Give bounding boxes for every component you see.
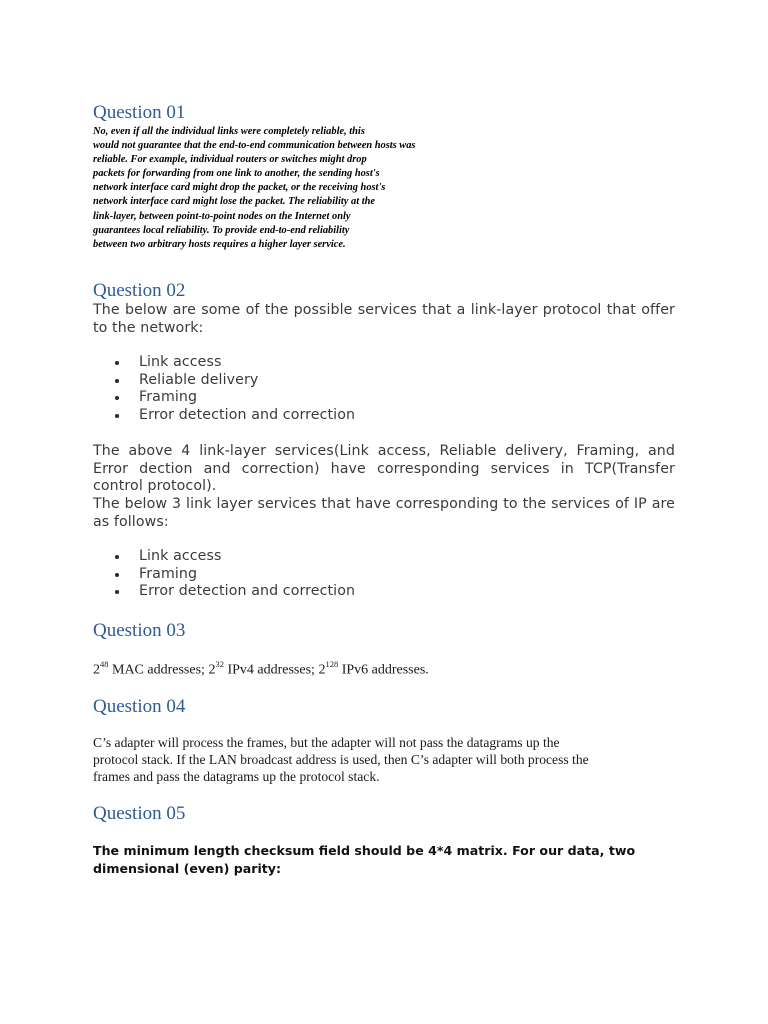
answer-line: protocol stack. If the LAN broadcast address is used, then C’s adapter will both process the — [93, 752, 589, 767]
answer-line: reliable. For example, individual routers or switches might drop — [93, 154, 367, 166]
question-01-heading: Question 01 — [93, 102, 186, 123]
tcp-services-paragraph: The above 4 link-layer services(Link access, Reliable delivery, Framing, and Error dection and correction) have corresponding services in TCP(Transfer control protocol). — [93, 443, 675, 495]
answer-line: link-layer, between point-to-point nodes on the Internet only — [93, 210, 351, 222]
list-item-text: Error detection and correction — [139, 583, 356, 600]
list-item — [93, 372, 355, 390]
ipv4-base: 2 — [208, 662, 216, 678]
list-item-text: Link access — [139, 354, 222, 370]
question-02-intro: The below are some of the possible services that a link-layer protocol that offer to the network: — [93, 302, 675, 336]
question-04-heading: Question 04 — [93, 696, 186, 717]
ip-services-list — [93, 548, 355, 601]
link-layer-services-list — [93, 354, 355, 425]
list-item — [93, 354, 355, 372]
question-01-answer — [93, 125, 513, 252]
answer-line: guarantees local reliability. To provide end-to-end reliability — [93, 224, 350, 236]
bullet-icon — [115, 414, 119, 418]
bullet-icon — [115, 361, 119, 365]
mac-label: MAC addresses; — [108, 662, 209, 678]
question-02-heading: Question 02 — [93, 280, 186, 301]
list-item-text: Link access — [139, 548, 222, 564]
answer-line: network interface card might lose the packet. The reliability at the — [93, 196, 375, 208]
answer-line: No, even if all the individual links were completely reliable, this — [93, 126, 365, 137]
answer-line: frames and pass the datagrams up the protocol stack. — [93, 769, 380, 784]
list-item — [93, 389, 355, 407]
bullet-icon — [115, 590, 119, 594]
question-03-heading: Question 03 — [93, 620, 186, 641]
list-item — [93, 566, 355, 584]
ipv6-exponent: 128 — [325, 659, 339, 669]
list-item-text: Reliable delivery — [139, 371, 259, 388]
bullet-icon — [115, 379, 119, 383]
answer-line: would not guarantee that the end-to-end communication between hosts was — [93, 140, 416, 152]
question-05-heading: Question 05 — [93, 803, 186, 824]
address-counts-line — [93, 660, 429, 679]
list-item — [93, 407, 355, 425]
bullet-icon — [115, 555, 119, 559]
question-04-answer — [93, 734, 673, 785]
answer-line: network interface card might drop the packet, or the receiving host's — [93, 182, 386, 194]
list-item — [93, 583, 355, 601]
ip-services-paragraph: The below 3 link layer services that have corresponding to the services of IP are as follows: — [93, 496, 675, 530]
mac-exponent: 48 — [100, 659, 109, 669]
answer-line: C’s adapter will process the frames, but the adapter will not pass the datagrams up the — [93, 735, 560, 750]
ipv4-label: IPv4 addresses; — [223, 662, 319, 678]
bullet-icon — [115, 396, 119, 400]
mac-base: 2 — [93, 662, 100, 678]
list-item-text: Error detection and correction — [139, 407, 356, 424]
ipv6-base: 2 — [318, 662, 326, 678]
answer-line: packets for forwarding from one link to another, the sending host's — [93, 168, 380, 180]
list-item-text: Framing — [139, 565, 198, 582]
question-05-answer: The minimum length checksum field should be 4*4 matrix. For our data, two dimensional (even) parity: — [93, 843, 636, 876]
ipv4-exponent: 32 — [215, 659, 224, 669]
list-item — [93, 548, 355, 566]
list-item-text: Framing — [139, 389, 198, 406]
bullet-icon — [115, 573, 119, 577]
answer-line: between two arbitrary hosts requires a higher layer service. — [93, 238, 346, 250]
ipv6-label: IPv6 addresses. — [338, 662, 429, 678]
